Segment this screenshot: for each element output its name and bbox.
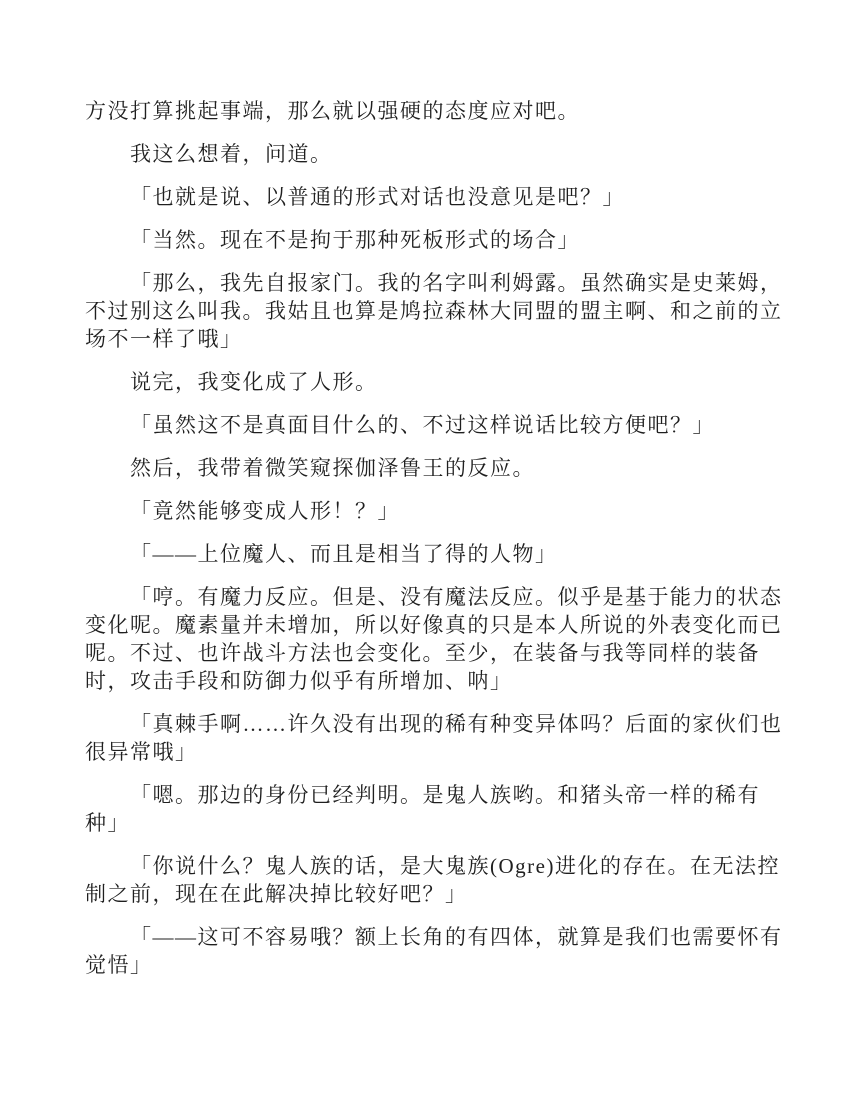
paragraph — [85, 497, 775, 525]
paragraph — [85, 583, 783, 695]
text-line: 「那么，我先自报家门。我的名字叫利姆露。虽然确实是史莱姆， — [130, 271, 783, 295]
text-line: 然后，我带着微笑窥探伽泽鲁王的反应。 — [130, 456, 535, 480]
text-line: 我这么想着，问道。 — [130, 142, 333, 166]
text-line: 「也就是说、以普通的形式对话也没意见是吧？」 — [130, 185, 625, 209]
paragraph — [85, 226, 775, 254]
paragraph — [85, 710, 783, 766]
paragraph — [85, 183, 775, 211]
text-line: 种」 — [85, 811, 130, 835]
paragraph — [85, 140, 775, 168]
text-line: 「哼。有魔力反应。但是、没有魔法反应。似乎是基于能力的状态 — [130, 585, 783, 609]
text-line: 「——上位魔人、而且是相当了得的人物」 — [130, 542, 558, 566]
text-line: 呢。不过、也许战斗方法也会变化。至少，在装备与我等同样的装备 — [85, 641, 760, 665]
text-line: 「你说什么？鬼人族的话，是大鬼族(Ogre)进化的存在。在无法控 — [130, 854, 780, 878]
text-line: 「真棘手啊……许久没有出现的稀有种变异体吗？后面的家伙们也 — [130, 712, 783, 736]
text-line: 「当然。现在不是拘于那种死板形式的场合」 — [130, 228, 580, 252]
text-line: 觉悟」 — [85, 953, 153, 977]
text-line: 「嗯。那边的身份已经判明。是鬼人族哟。和猪头帝一样的稀有 — [130, 783, 760, 807]
paragraph — [85, 411, 775, 439]
paragraph — [85, 368, 775, 396]
text-line: 说完，我变化成了人形。 — [130, 370, 378, 394]
text-line: 很异常哦」 — [85, 740, 198, 764]
text-line: 「——这可不容易哦？额上长角的有四体，就算是我们也需要怀有 — [130, 925, 783, 949]
paragraph — [85, 540, 775, 568]
paragraph — [85, 454, 775, 482]
paragraph — [85, 852, 780, 908]
text-line: 方没打算挑起事端，那么就以强硬的态度应对吧。 — [85, 99, 580, 123]
paragraph — [85, 923, 783, 979]
paragraph — [85, 781, 775, 837]
text-line: 变化呢。魔素量并未增加，所以好像真的只是本人所说的外表变化而已 — [85, 613, 783, 637]
text-line: 不过别这么叫我。我姑且也算是鸠拉森林大同盟的盟主啊、和之前的立 — [85, 299, 783, 323]
text-line: 制之前，现在在此解决掉比较好吧？」 — [85, 882, 468, 906]
text-line: 场不一样了哦」 — [85, 327, 243, 351]
text-line: 「虽然这不是真面目什么的、不过这样说话比较方便吧？」 — [130, 413, 715, 437]
text-line: 时，攻击手段和防御力似乎有所增加、呐」 — [85, 669, 513, 693]
paragraph — [85, 97, 775, 125]
paragraph — [85, 269, 783, 353]
page-text-block — [85, 97, 783, 979]
text-line: 「竟然能够变成人形！？」 — [130, 499, 400, 523]
